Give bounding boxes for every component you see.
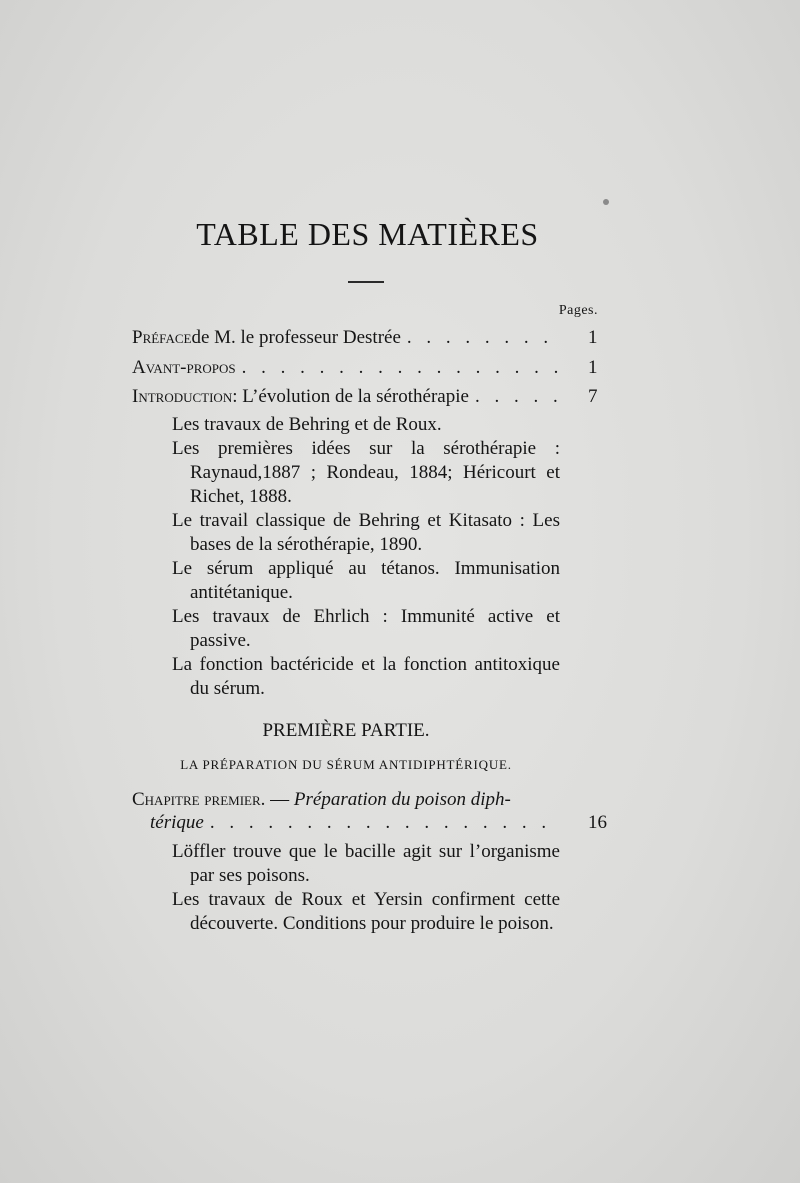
toc-entry-text: de M. le professeur Destrée [191, 327, 401, 348]
list-item: Les travaux de Behring et de Roux. [172, 414, 442, 435]
toc-entry-introduction [132, 385, 560, 408]
toc-entry-label: Avant-propos [132, 357, 236, 378]
toc-entry-preface [132, 326, 560, 349]
part-subtitle: LA PRÉPARATION DU SÉRUM ANTIDIPHTÉRIQUE. [180, 757, 512, 772]
leader-dots [401, 326, 560, 349]
list-item: Löffler trouve que le bacille agit sur l’organisme par ses poisons. [172, 841, 560, 886]
leader-dots [236, 356, 560, 379]
list-item: Le travail classique de Behring et Kitasato : Les bases de la sérothérapie, 1890. [172, 510, 560, 555]
toc-entry-text: : L’évolution de la sérothérapie [232, 386, 469, 407]
chapter-title-continued [150, 811, 560, 834]
part-title: PREMIÈRE PARTIE. [262, 720, 430, 741]
list-item: Les travaux de Roux et Yersin confirment cette découverte. Conditions pour produire le poison. [172, 889, 560, 934]
toc-entry-page: 1 [588, 327, 598, 348]
title-rule [348, 281, 384, 283]
chapter-dash: — [265, 789, 294, 810]
chapter-label: Chapitre premier. [132, 789, 266, 810]
list-item: Le sérum appliqué au tétanos. Immunisation antitétanique. [172, 558, 560, 603]
pages-column-header: Pages. [558, 303, 598, 318]
list-item: Les travaux de Ehrlich : Immunité active et passive. [172, 606, 560, 651]
toc-entry-avant-propos [132, 356, 560, 379]
toc-entry-page: 7 [588, 386, 598, 407]
ink-speck [603, 199, 609, 205]
chapter-title-line1: Préparation du poison diph- [293, 789, 511, 810]
chapter-page: 16 [588, 812, 607, 833]
leader-dots [469, 385, 560, 408]
toc-entry-page: 1 [588, 357, 598, 378]
leader-dots [204, 811, 560, 834]
chapter-title-line2: térique [150, 812, 204, 833]
list-item: Les premières idées sur la sérothérapie : Raynaud,1887 ; Rondeau, 1884; Héricourt et Richet, 1888. [172, 438, 560, 507]
toc-entry-label: Introduction [132, 386, 233, 407]
list-item: La fonction bactéricide et la fonction antitoxique du sérum. [172, 654, 560, 699]
toc-entry-label: Préface [132, 327, 192, 348]
page-title: TABLE DES MATIÈRES [196, 216, 539, 252]
chapter-heading [132, 788, 560, 811]
chapter-subitems [172, 840, 560, 936]
introduction-subitems [172, 413, 560, 701]
